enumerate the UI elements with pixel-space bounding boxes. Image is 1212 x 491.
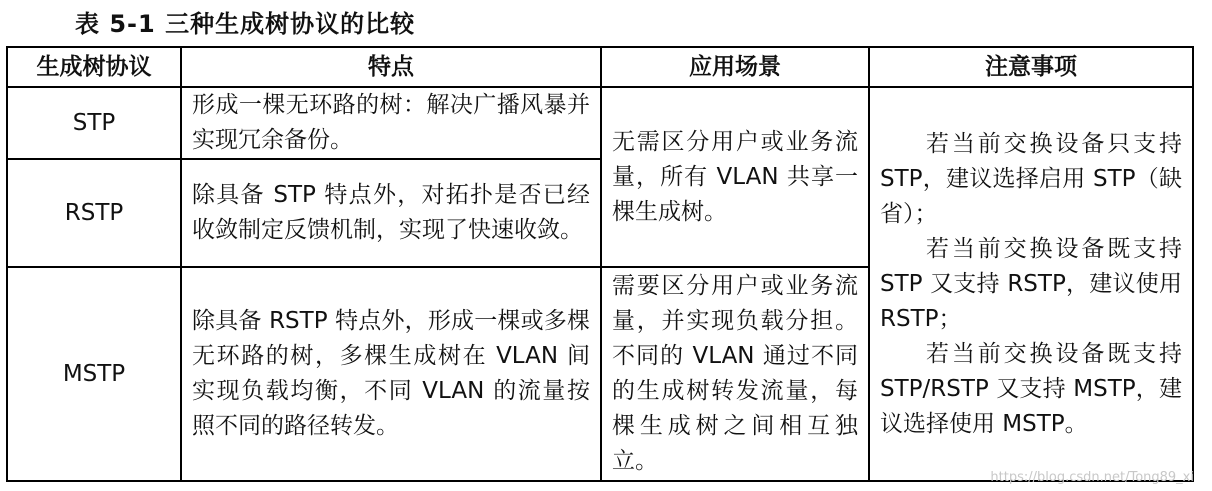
feature-cell: 形成一棵无环路的树：解决广播风暴并实现冗余备份。 bbox=[181, 87, 601, 159]
protocol-cell: MSTP bbox=[7, 267, 181, 481]
table-caption: 表 5-1 三种生成树协议的比较 bbox=[75, 10, 416, 38]
protocol-cell: STP bbox=[7, 87, 181, 159]
table-row bbox=[7, 87, 1193, 159]
note-paragraph: 若当前交换设备既支持 STP 又支持 RSTP，建议使用 RSTP； bbox=[880, 235, 1182, 332]
column-header: 特点 bbox=[181, 47, 601, 87]
note-paragraph: 若当前交换设备只支持 STP，建议选择启用 STP（缺省）； bbox=[880, 130, 1182, 227]
watermark-text: https://blog.csdn.net/Tong89_xi bbox=[990, 470, 1194, 485]
scenario-cell: 需要区分用户或业务流量，并实现负载分担。不同的 VLAN 通过不同的生成树转发流量，每棵生成树之间相互独立。 bbox=[601, 267, 869, 481]
column-header: 生成树协议 bbox=[7, 47, 181, 87]
protocol-cell: RSTP bbox=[7, 159, 181, 267]
feature-cell: 除具备 STP 特点外，对拓扑是否已经收敛制定反馈机制，实现了快速收敛。 bbox=[181, 159, 601, 267]
feature-cell: 除具备 RSTP 特点外，形成一棵或多棵无环路的树，多棵生成树在 VLAN 间实现负载均衡，不同 VLAN 的流量按照不同的路径转发。 bbox=[181, 267, 601, 481]
comparison-table bbox=[6, 46, 1194, 482]
column-header: 注意事项 bbox=[869, 47, 1193, 87]
note-paragraph: 若当前交换设备既支持 STP/RSTP 又支持 MSTP，建议选择使用 MSTP。 bbox=[880, 340, 1182, 437]
notes-cell bbox=[869, 87, 1193, 481]
header-row bbox=[7, 47, 1193, 87]
scenario-cell: 无需区分用户或业务流量，所有 VLAN 共享一棵生成树。 bbox=[601, 87, 869, 267]
column-header: 应用场景 bbox=[601, 47, 869, 87]
